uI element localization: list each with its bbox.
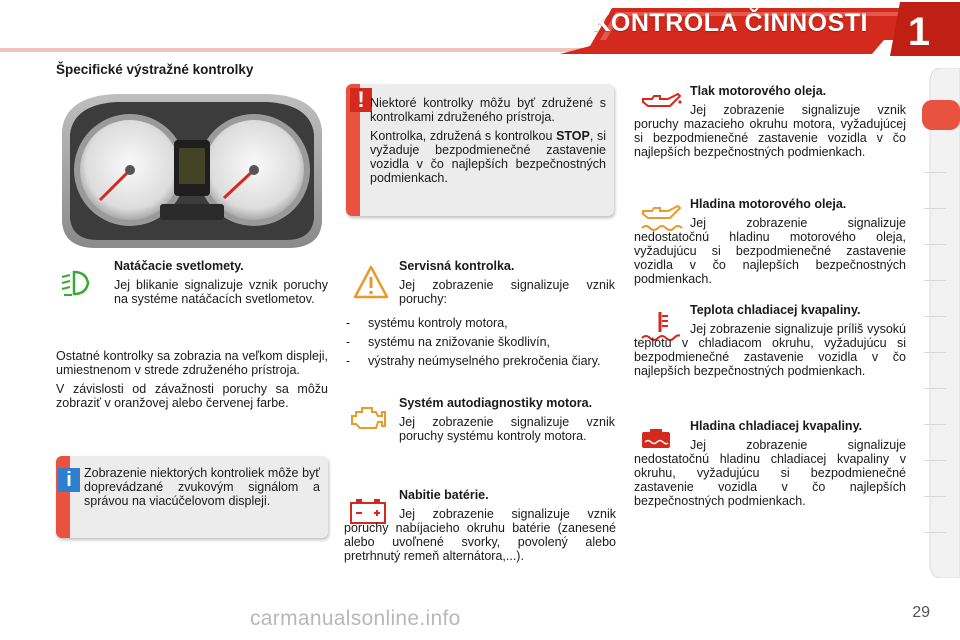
warning-p2-prefix: Kontrolka, združená s kontrolkou [370,129,553,143]
service-warning-icon [352,264,390,300]
coolant-temp-text: Jej zobrazenie signalizuje príliš vysokú teplotu v chladiacom okruhu, vyžadujúcu si bezpodmienečné zastavenie vozidla v čo najlepších bezpečnostných podmienkach. [634,322,906,378]
battery-text: Jej zobrazenie signalizuje vznik poruchy nabíjacieho okruhu batérie (zanesené alebo uvoľnené svorky, povolený alebo pretrhnutý remeň alternátora,...). [344,507,616,563]
warning-note-box [346,84,614,216]
diagnostics-text: Jej zobrazenie signalizuje vznik poruchy systému kontroly motora. [399,415,615,443]
info-icon: i [58,468,80,492]
oil-pressure-text: Jej zobrazenie signalizuje vznik poruchy mazacieho okruhu motora, vyžadujúcej si bezpodmienečné zastavenie vozidla v čo najlepších bezpečnostných podmienkach. [634,103,906,159]
diagnostics-title: Systém autodiagnostiky motora. [399,396,593,410]
info-text: Zobrazenie niektorých kontroliek môže byť doprevádzané zvukovým signálom a správou na viacúčelovom displeji. [84,466,320,508]
coolant-level-title: Hladina chladiacej kvapaliny. [690,419,863,433]
cornering-lights-text: Jej blikanie signalizuje vznik poruchy na systéme natáčacích svetlometov. [114,278,328,306]
oil-level-title: Hladina motorového oleja. [690,197,847,211]
tab-divider [924,424,946,425]
tab-divider [924,532,946,533]
service-section [399,259,615,311]
other-lights-paragraph-1: Ostatné kontrolky sa zobrazia na veľkom displeji, umiestnenom v strede združeného prístroja. [56,349,328,377]
tab-divider [924,280,946,281]
tab-divider [924,496,946,497]
chapter-tabs [920,68,960,578]
coolant-temp-title: Teplota chladiacej kvapaliny. [690,303,861,317]
oil-level-head [690,197,906,216]
tab-divider [924,460,946,461]
warning-text [370,96,606,190]
tab-divider [924,352,946,353]
cornering-light-icon [60,268,96,298]
stop-label: STOP [556,129,590,143]
coolant-temp-head [690,303,906,322]
coolant-level-text: Jej zobrazenie signalizuje nedostatočnú hladinu chladiacej kvapaliny v okruhu, vyžadujúcu si bezpodmienečné zastavenie vozidla v čo najlepších bezpečnostných podmienkach. [634,438,906,508]
watermark: carmanualsonline.info [250,607,461,630]
engine-icon [348,404,388,432]
list-item: - systému kontroly motora, [344,316,614,330]
service-fault-list [344,316,614,373]
service-text: Jej zobrazenie signalizuje vznik poruchy: [399,278,615,306]
chapter-number: 1 [907,10,931,54]
tab-strip-graphic [920,68,960,578]
instrument-cluster-image [56,90,328,252]
tab-divider [924,172,946,173]
cornering-lights-title: Natáčacie svetlomety. [114,259,244,273]
battery-section-head [399,488,615,507]
page-title: KONTROLA ČINNOSTI [592,9,868,37]
coolant-level-head [690,419,906,438]
tab-divider [924,244,946,245]
oil-pressure-title: Tlak motorového oleja. [690,84,827,98]
section-title: Špecifické výstražné kontrolky [56,62,254,77]
list-item: - výstrahy neúmyselného prekročenia čiary. [344,354,614,368]
exclamation-icon: ! [350,88,372,112]
list-item: - systému na znižovanie škodlivín, [344,335,614,349]
diagnostics-section [399,396,615,448]
page-number: 29 [912,604,930,621]
info-note-box [56,456,328,538]
tab-divider [924,316,946,317]
warning-paragraph-1: Niektoré kontrolky môžu byť združené s kontrolkami združeného prístroja. [370,96,606,124]
tab-divider [924,208,946,209]
other-lights-paragraph-2: V závislosti od závažnosti poruchy sa môžu zobraziť v oranžovej alebo červenej farbe. [56,382,328,410]
cornering-lights-section [114,259,328,311]
warning-p2-suffix: , si vyžaduje bezpodmienečné zastavenie vozidla v čo najlepších bezpečnostných podmienkach. [370,129,606,185]
warning-paragraph-2 [370,129,606,185]
oil-pressure-head [690,84,906,103]
oil-level-text: Jej zobrazenie signalizuje nedostatočnú hladinu motorového oleja, vyžadujúcu si bezpodmienečné zastavenie vozidla v čo najlepších bezpečnostných podmienkach. [634,216,906,286]
battery-title: Nabitie batérie. [399,488,489,502]
tab-divider [924,388,946,389]
service-title: Servisná kontrolka. [399,259,515,273]
other-lights-text [56,349,328,415]
